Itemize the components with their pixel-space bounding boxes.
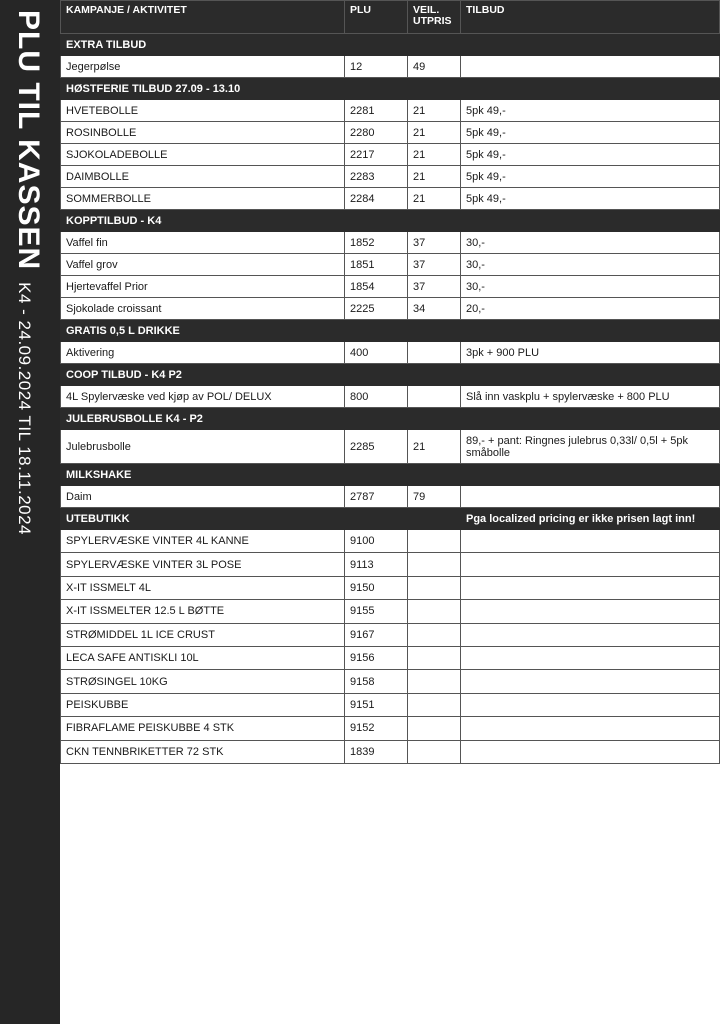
header-offer: TILBUD <box>461 1 720 34</box>
cell-plu: 2285 <box>345 430 408 464</box>
section-title: MILKSHAKE <box>61 464 720 486</box>
cell-price: 34 <box>408 298 461 320</box>
plu-table <box>60 0 720 764</box>
cell-offer <box>461 693 720 716</box>
cell-offer: 20,- <box>461 298 720 320</box>
cell-price <box>408 717 461 740</box>
cell-price <box>408 553 461 576</box>
cell-offer <box>461 740 720 763</box>
table-row <box>61 623 720 646</box>
cell-campaign: Hjertevaffel Prior <box>61 276 345 298</box>
cell-price: 21 <box>408 430 461 464</box>
cell-price: 21 <box>408 166 461 188</box>
cell-plu: 9156 <box>345 646 408 669</box>
cell-campaign: 4L Spylervæske ved kjøp av POL/ DELUX <box>61 386 345 408</box>
cell-offer: 5pk 49,- <box>461 166 720 188</box>
cell-price <box>408 600 461 623</box>
cell-plu: 2217 <box>345 144 408 166</box>
cell-price <box>408 623 461 646</box>
section-header <box>61 320 720 342</box>
table-row <box>61 486 720 508</box>
cell-offer: 5pk 49,- <box>461 144 720 166</box>
cell-price: 21 <box>408 122 461 144</box>
cell-plu: 9151 <box>345 693 408 716</box>
section-title: COOP TILBUD - K4 P2 <box>61 364 720 386</box>
cell-offer: 89,- + pant: Ringnes julebrus 0,33l/ 0,5l + 5pk småbolle <box>461 430 720 464</box>
cell-price <box>408 646 461 669</box>
cell-offer: 3pk + 900 PLU <box>461 342 720 364</box>
cell-price: 37 <box>408 276 461 298</box>
cell-plu: 800 <box>345 386 408 408</box>
table-row <box>61 166 720 188</box>
cell-price: 21 <box>408 144 461 166</box>
table-row <box>61 56 720 78</box>
cell-campaign: FIBRAFLAME PEISKUBBE 4 STK <box>61 717 345 740</box>
cell-campaign: Daim <box>61 486 345 508</box>
table-row <box>61 232 720 254</box>
cell-plu: 9167 <box>345 623 408 646</box>
section-header <box>61 408 720 430</box>
cell-campaign: DAIMBOLLE <box>61 166 345 188</box>
section-header <box>61 210 720 232</box>
table-row <box>61 430 720 464</box>
table-row <box>61 600 720 623</box>
table-row <box>61 646 720 669</box>
section-title: KOPPTILBUD - K4 <box>61 210 720 232</box>
cell-campaign: SPYLERVÆSKE VINTER 4L KANNE <box>61 530 345 553</box>
cell-offer <box>461 553 720 576</box>
cell-plu: 2225 <box>345 298 408 320</box>
cell-price <box>408 670 461 693</box>
cell-plu: 1854 <box>345 276 408 298</box>
header-plu: PLU <box>345 1 408 34</box>
table-row <box>61 188 720 210</box>
cell-offer <box>461 670 720 693</box>
section-note: Pga localized pricing er ikke prisen lagt inn! <box>461 508 720 530</box>
cell-campaign: LECA SAFE ANTISKLI 10L <box>61 646 345 669</box>
cell-offer <box>461 717 720 740</box>
cell-price <box>408 693 461 716</box>
cell-campaign: SPYLERVÆSKE VINTER 3L POSE <box>61 553 345 576</box>
cell-campaign: Aktivering <box>61 342 345 364</box>
cell-campaign: X-IT ISSMELTER 12.5 L BØTTE <box>61 600 345 623</box>
sidebar-text <box>11 10 45 535</box>
cell-plu: 1839 <box>345 740 408 763</box>
cell-offer: 30,- <box>461 232 720 254</box>
cell-plu: 1852 <box>345 232 408 254</box>
cell-campaign: STRØSINGEL 10KG <box>61 670 345 693</box>
table-row <box>61 553 720 576</box>
cell-offer <box>461 576 720 599</box>
section-header <box>61 78 720 100</box>
table-header <box>61 1 720 34</box>
table-row <box>61 276 720 298</box>
cell-plu: 2281 <box>345 100 408 122</box>
table-row <box>61 717 720 740</box>
cell-campaign: PEISKUBBE <box>61 693 345 716</box>
cell-plu: 12 <box>345 56 408 78</box>
cell-offer: 5pk 49,- <box>461 100 720 122</box>
cell-campaign: HVETEBOLLE <box>61 100 345 122</box>
section-title: HØSTFERIE TILBUD 27.09 - 13.10 <box>61 78 720 100</box>
cell-plu: 1851 <box>345 254 408 276</box>
cell-plu: 9113 <box>345 553 408 576</box>
section-header <box>61 508 720 530</box>
section-title: UTEBUTIKK <box>61 508 461 530</box>
cell-campaign: Sjokolade croissant <box>61 298 345 320</box>
cell-price: 21 <box>408 100 461 122</box>
cell-plu: 9100 <box>345 530 408 553</box>
table-row <box>61 530 720 553</box>
cell-offer <box>461 623 720 646</box>
cell-plu: 9150 <box>345 576 408 599</box>
cell-price: 37 <box>408 254 461 276</box>
table-row <box>61 342 720 364</box>
cell-campaign: CKN TENNBRIKETTER 72 STK <box>61 740 345 763</box>
cell-plu: 9158 <box>345 670 408 693</box>
cell-offer <box>461 600 720 623</box>
cell-campaign: STRØMIDDEL 1L ICE CRUST <box>61 623 345 646</box>
section-header <box>61 34 720 56</box>
cell-campaign: Jegerpølse <box>61 56 345 78</box>
cell-offer: 5pk 49,- <box>461 188 720 210</box>
cell-plu: 400 <box>345 342 408 364</box>
cell-plu: 2787 <box>345 486 408 508</box>
table-row <box>61 693 720 716</box>
cell-offer: 30,- <box>461 254 720 276</box>
table-row <box>61 100 720 122</box>
table-row <box>61 122 720 144</box>
cell-campaign: Julebrusbolle <box>61 430 345 464</box>
cell-price <box>408 530 461 553</box>
header-price: VEIL. UTPRIS <box>408 1 461 34</box>
table-row <box>61 670 720 693</box>
cell-offer: Slå inn vaskplu + spylervæske + 800 PLU <box>461 386 720 408</box>
cell-campaign: Vaffel fin <box>61 232 345 254</box>
table-row <box>61 386 720 408</box>
table-row <box>61 740 720 763</box>
cell-offer <box>461 530 720 553</box>
sidebar-title: PLU TIL KASSEN <box>12 10 45 271</box>
cell-offer <box>461 646 720 669</box>
cell-plu: 2280 <box>345 122 408 144</box>
header-campaign: KAMPANJE / AKTIVITET <box>61 1 345 34</box>
table-row <box>61 576 720 599</box>
cell-price <box>408 576 461 599</box>
cell-price: 21 <box>408 188 461 210</box>
cell-campaign: SOMMERBOLLE <box>61 188 345 210</box>
cell-price: 37 <box>408 232 461 254</box>
table-row <box>61 298 720 320</box>
cell-offer: 30,- <box>461 276 720 298</box>
section-header <box>61 364 720 386</box>
table-row <box>61 254 720 276</box>
cell-plu: 9152 <box>345 717 408 740</box>
cell-campaign: ROSINBOLLE <box>61 122 345 144</box>
sidebar-subtitle: K4 - 24.09.2024 TIL 18.11.2024 <box>15 282 34 536</box>
cell-campaign: X-IT ISSMELT 4L <box>61 576 345 599</box>
cell-plu: 2284 <box>345 188 408 210</box>
section-title: JULEBRUSBOLLE K4 - P2 <box>61 408 720 430</box>
cell-price <box>408 342 461 364</box>
section-header <box>61 464 720 486</box>
cell-offer <box>461 486 720 508</box>
cell-price: 49 <box>408 56 461 78</box>
table-row <box>61 144 720 166</box>
cell-price <box>408 740 461 763</box>
cell-plu: 2283 <box>345 166 408 188</box>
sidebar <box>0 0 60 1024</box>
section-title: GRATIS 0,5 L DRIKKE <box>61 320 720 342</box>
section-title: EXTRA TILBUD <box>61 34 720 56</box>
cell-campaign: SJOKOLADEBOLLE <box>61 144 345 166</box>
cell-campaign: Vaffel grov <box>61 254 345 276</box>
cell-price: 79 <box>408 486 461 508</box>
cell-price <box>408 386 461 408</box>
cell-offer: 5pk 49,- <box>461 122 720 144</box>
cell-plu: 9155 <box>345 600 408 623</box>
cell-offer <box>461 56 720 78</box>
